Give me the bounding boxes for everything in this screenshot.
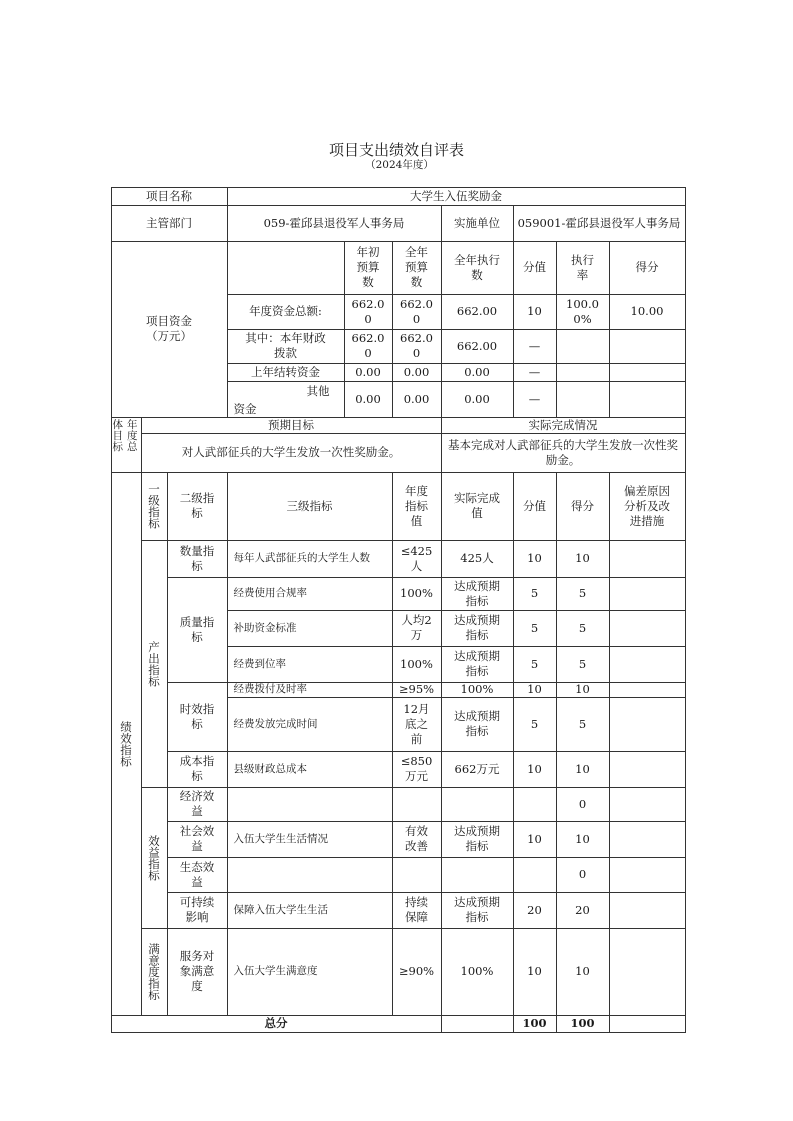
target-value: 有效 改善 xyxy=(392,821,442,858)
level3-indicator: 入伍大学生满意度 xyxy=(227,928,393,1016)
header-level2: 二级指 标 xyxy=(167,472,228,541)
actual-value: 662万元 xyxy=(441,751,514,788)
deviation-reason xyxy=(609,697,686,752)
funds-score-cell xyxy=(609,329,686,364)
other-funds-label-part2: 资金 xyxy=(233,401,257,416)
dept-label: 主管部门 xyxy=(111,205,228,242)
dept-value: 059-霍邱县退役军人事务局 xyxy=(227,205,442,242)
project-name-label: 项目名称 xyxy=(111,187,228,206)
deviation-reason xyxy=(609,821,686,858)
funds-score-cell: 10.00 xyxy=(609,294,686,330)
target-value: 12月 底之 前 xyxy=(392,697,442,752)
header-reason: 偏差原因 分析及改 进措施 xyxy=(609,472,686,541)
impl-label: 实施单位 xyxy=(441,205,514,242)
score-value: 5 xyxy=(556,577,610,611)
score-value: 10 xyxy=(556,821,610,858)
target-value xyxy=(392,857,442,893)
level3-indicator: 县级财政总成本 xyxy=(227,751,393,788)
actual-value: 达成预期 指标 xyxy=(441,610,514,647)
weight-value xyxy=(513,857,557,893)
level2-indicator: 质量指 标 xyxy=(167,577,228,683)
funds-row-label: 年度资金总额: xyxy=(227,294,345,330)
funds-executed-cell: 0.00 xyxy=(441,363,514,382)
weight-value: 5 xyxy=(513,610,557,647)
actual-value xyxy=(441,787,514,822)
funds-rate-cell xyxy=(556,329,610,364)
level2-indicator: 数量指 标 xyxy=(167,540,228,578)
score-value: 10 xyxy=(556,751,610,788)
actual-value: 100% xyxy=(441,682,514,698)
level3-indicator: 经费发放完成时间 xyxy=(227,697,393,752)
deviation-reason xyxy=(609,892,686,929)
actual-value: 达成预期 指标 xyxy=(441,892,514,929)
level3-indicator: 每年人武部征兵的大学生人数 xyxy=(227,540,393,578)
target-value: 100% xyxy=(392,577,442,611)
funds-row-label: 其中：本年财政 拨款 xyxy=(227,329,345,364)
target-value: 人均2 万 xyxy=(392,610,442,647)
funds-score-cell xyxy=(609,363,686,382)
actual-goal-header: 实际完成情况 xyxy=(441,417,686,434)
weight-value xyxy=(513,787,557,822)
deviation-reason xyxy=(609,857,686,893)
target-value: ≥95% xyxy=(392,682,442,698)
level3-indicator: 保障入伍大学生生活 xyxy=(227,892,393,929)
goals-label-col2: 年 度 总 xyxy=(127,418,138,453)
total-weight: 100 xyxy=(513,1015,557,1033)
level3-indicator: 经费使用合规率 xyxy=(227,577,393,611)
actual-value: 达成预期 指标 xyxy=(441,646,514,683)
header-rate: 执行 率 xyxy=(556,241,610,295)
weight-value: 5 xyxy=(513,577,557,611)
score-value: 10 xyxy=(556,682,610,698)
funds-rate-cell xyxy=(556,363,610,382)
weight-value: 20 xyxy=(513,892,557,929)
level2-indicator: 经济效 益 xyxy=(167,787,228,822)
score-value: 5 xyxy=(556,646,610,683)
weight-value: 10 xyxy=(513,751,557,788)
level2-indicator: 社会效 益 xyxy=(167,821,228,858)
funds-initial-cell: 0.00 xyxy=(344,381,393,418)
level2-indicator: 成本指 标 xyxy=(167,751,228,788)
deviation-reason xyxy=(609,577,686,611)
score-value: 0 xyxy=(556,857,610,893)
target-value xyxy=(392,787,442,822)
target-value: ≤425 人 xyxy=(392,540,442,578)
funds-initial-cell: 662.0 0 xyxy=(344,294,393,330)
level2-indicator: 可持续 影响 xyxy=(167,892,228,929)
header-level3: 三级指标 xyxy=(227,472,393,541)
actual-value: 425人 xyxy=(441,540,514,578)
funds-full-cell: 0.00 xyxy=(392,363,442,382)
project-name-value: 大学生入伍奖励金 xyxy=(227,187,686,206)
actual-value: 达成预期 指标 xyxy=(441,697,514,752)
header-executed: 全年执行 数 xyxy=(441,241,514,295)
actual-value xyxy=(441,857,514,893)
funds-weight-cell: 10 xyxy=(513,294,557,330)
actual-value: 100% xyxy=(441,928,514,1016)
funds-row-label: 上年结转资金 xyxy=(227,363,345,382)
level3-indicator xyxy=(227,787,393,822)
funds-label: 项目资金 （万元） xyxy=(111,241,228,418)
level1-indicator: 效益指标 xyxy=(141,787,168,929)
header-target: 年度 指标 值 xyxy=(392,472,442,541)
funds-full-cell: 0.00 xyxy=(392,381,442,418)
total-label: 总分 xyxy=(111,1015,442,1033)
header-initial-budget: 年初 预算 数 xyxy=(344,241,393,295)
header-actual: 实际完成 值 xyxy=(441,472,514,541)
weight-value: 10 xyxy=(513,682,557,698)
funds-executed-cell: 662.00 xyxy=(441,294,514,330)
funds-initial-cell: 662.0 0 xyxy=(344,329,393,364)
level2-indicator: 服务对 象满意 度 xyxy=(167,928,228,1016)
deviation-reason xyxy=(609,682,686,698)
page-title: 项目支出绩效自评表 xyxy=(328,141,464,159)
score-value: 0 xyxy=(556,787,610,822)
funds-initial-cell: 0.00 xyxy=(344,363,393,382)
funds-weight-cell: — xyxy=(513,381,557,418)
deviation-reason xyxy=(609,540,686,578)
funds-header-blank xyxy=(227,241,345,295)
page-subtitle: （2024年度） xyxy=(365,159,434,171)
header-score: 得分 xyxy=(609,241,686,295)
target-value: 100% xyxy=(392,646,442,683)
header-score: 得分 xyxy=(556,472,610,541)
score-value: 10 xyxy=(556,928,610,1016)
funds-weight-cell: — xyxy=(513,363,557,382)
indicators-section-label: 绩效指标 xyxy=(111,472,142,1016)
weight-value: 10 xyxy=(513,540,557,578)
actual-value: 达成预期 指标 xyxy=(441,577,514,611)
weight-value: 5 xyxy=(513,646,557,683)
goals-label xyxy=(111,417,142,473)
target-value: ≤850 万元 xyxy=(392,751,442,788)
deviation-reason xyxy=(609,751,686,788)
weight-value: 10 xyxy=(513,928,557,1016)
level2-indicator: 时效指 标 xyxy=(167,682,228,752)
other-funds-label-part1: 其他 xyxy=(306,383,330,398)
level3-indicator: 经费拨付及时率 xyxy=(227,682,393,698)
level2-indicator: 生态效 益 xyxy=(167,857,228,893)
target-value: 持续 保障 xyxy=(392,892,442,929)
expected-goal-text: 对人武部征兵的大学生发放一次性奖励金。 xyxy=(141,433,442,473)
deviation-reason xyxy=(609,928,686,1016)
weight-value: 10 xyxy=(513,821,557,858)
actual-value: 达成预期 指标 xyxy=(441,821,514,858)
score-value: 5 xyxy=(556,610,610,647)
score-value: 20 xyxy=(556,892,610,929)
funds-executed-cell: 0.00 xyxy=(441,381,514,418)
actual-goal-text: 基本完成对人武部征兵的大学生发放一次性奖励金。 xyxy=(441,433,686,473)
deviation-reason xyxy=(609,646,686,683)
level1-indicator: 产出指标 xyxy=(141,540,168,788)
deviation-reason xyxy=(609,610,686,647)
expected-goal-header: 预期目标 xyxy=(141,417,442,434)
goals-label-col1: 体 目 标 xyxy=(112,418,123,453)
total-blank xyxy=(441,1015,514,1033)
funds-executed-cell: 662.00 xyxy=(441,329,514,364)
level3-indicator: 入伍大学生生活情况 xyxy=(227,821,393,858)
weight-value: 5 xyxy=(513,697,557,752)
score-value: 10 xyxy=(556,540,610,578)
header-level1: 一级指标 xyxy=(141,472,168,541)
deviation-reason xyxy=(609,787,686,822)
funds-full-cell: 662.0 0 xyxy=(392,294,442,330)
level1-indicator: 满意度指标 xyxy=(141,928,168,1016)
total-reason-blank xyxy=(609,1015,686,1033)
header-full-budget: 全年 预算 数 xyxy=(392,241,442,295)
funds-weight-cell: — xyxy=(513,329,557,364)
impl-value: 059001-霍邱县退役军人事务局 xyxy=(513,205,686,242)
funds-row-label xyxy=(227,381,345,418)
funds-rate-cell: 100.0 0% xyxy=(556,294,610,330)
score-value: 5 xyxy=(556,697,610,752)
funds-rate-cell xyxy=(556,381,610,418)
header-weight: 分值 xyxy=(513,472,557,541)
header-weight: 分值 xyxy=(513,241,557,295)
level3-indicator: 补助资金标准 xyxy=(227,610,393,647)
total-score: 100 xyxy=(556,1015,610,1033)
target-value: ≥90% xyxy=(392,928,442,1016)
level3-indicator xyxy=(227,857,393,893)
funds-full-cell: 662.0 0 xyxy=(392,329,442,364)
level3-indicator: 经费到位率 xyxy=(227,646,393,683)
funds-score-cell xyxy=(609,381,686,418)
